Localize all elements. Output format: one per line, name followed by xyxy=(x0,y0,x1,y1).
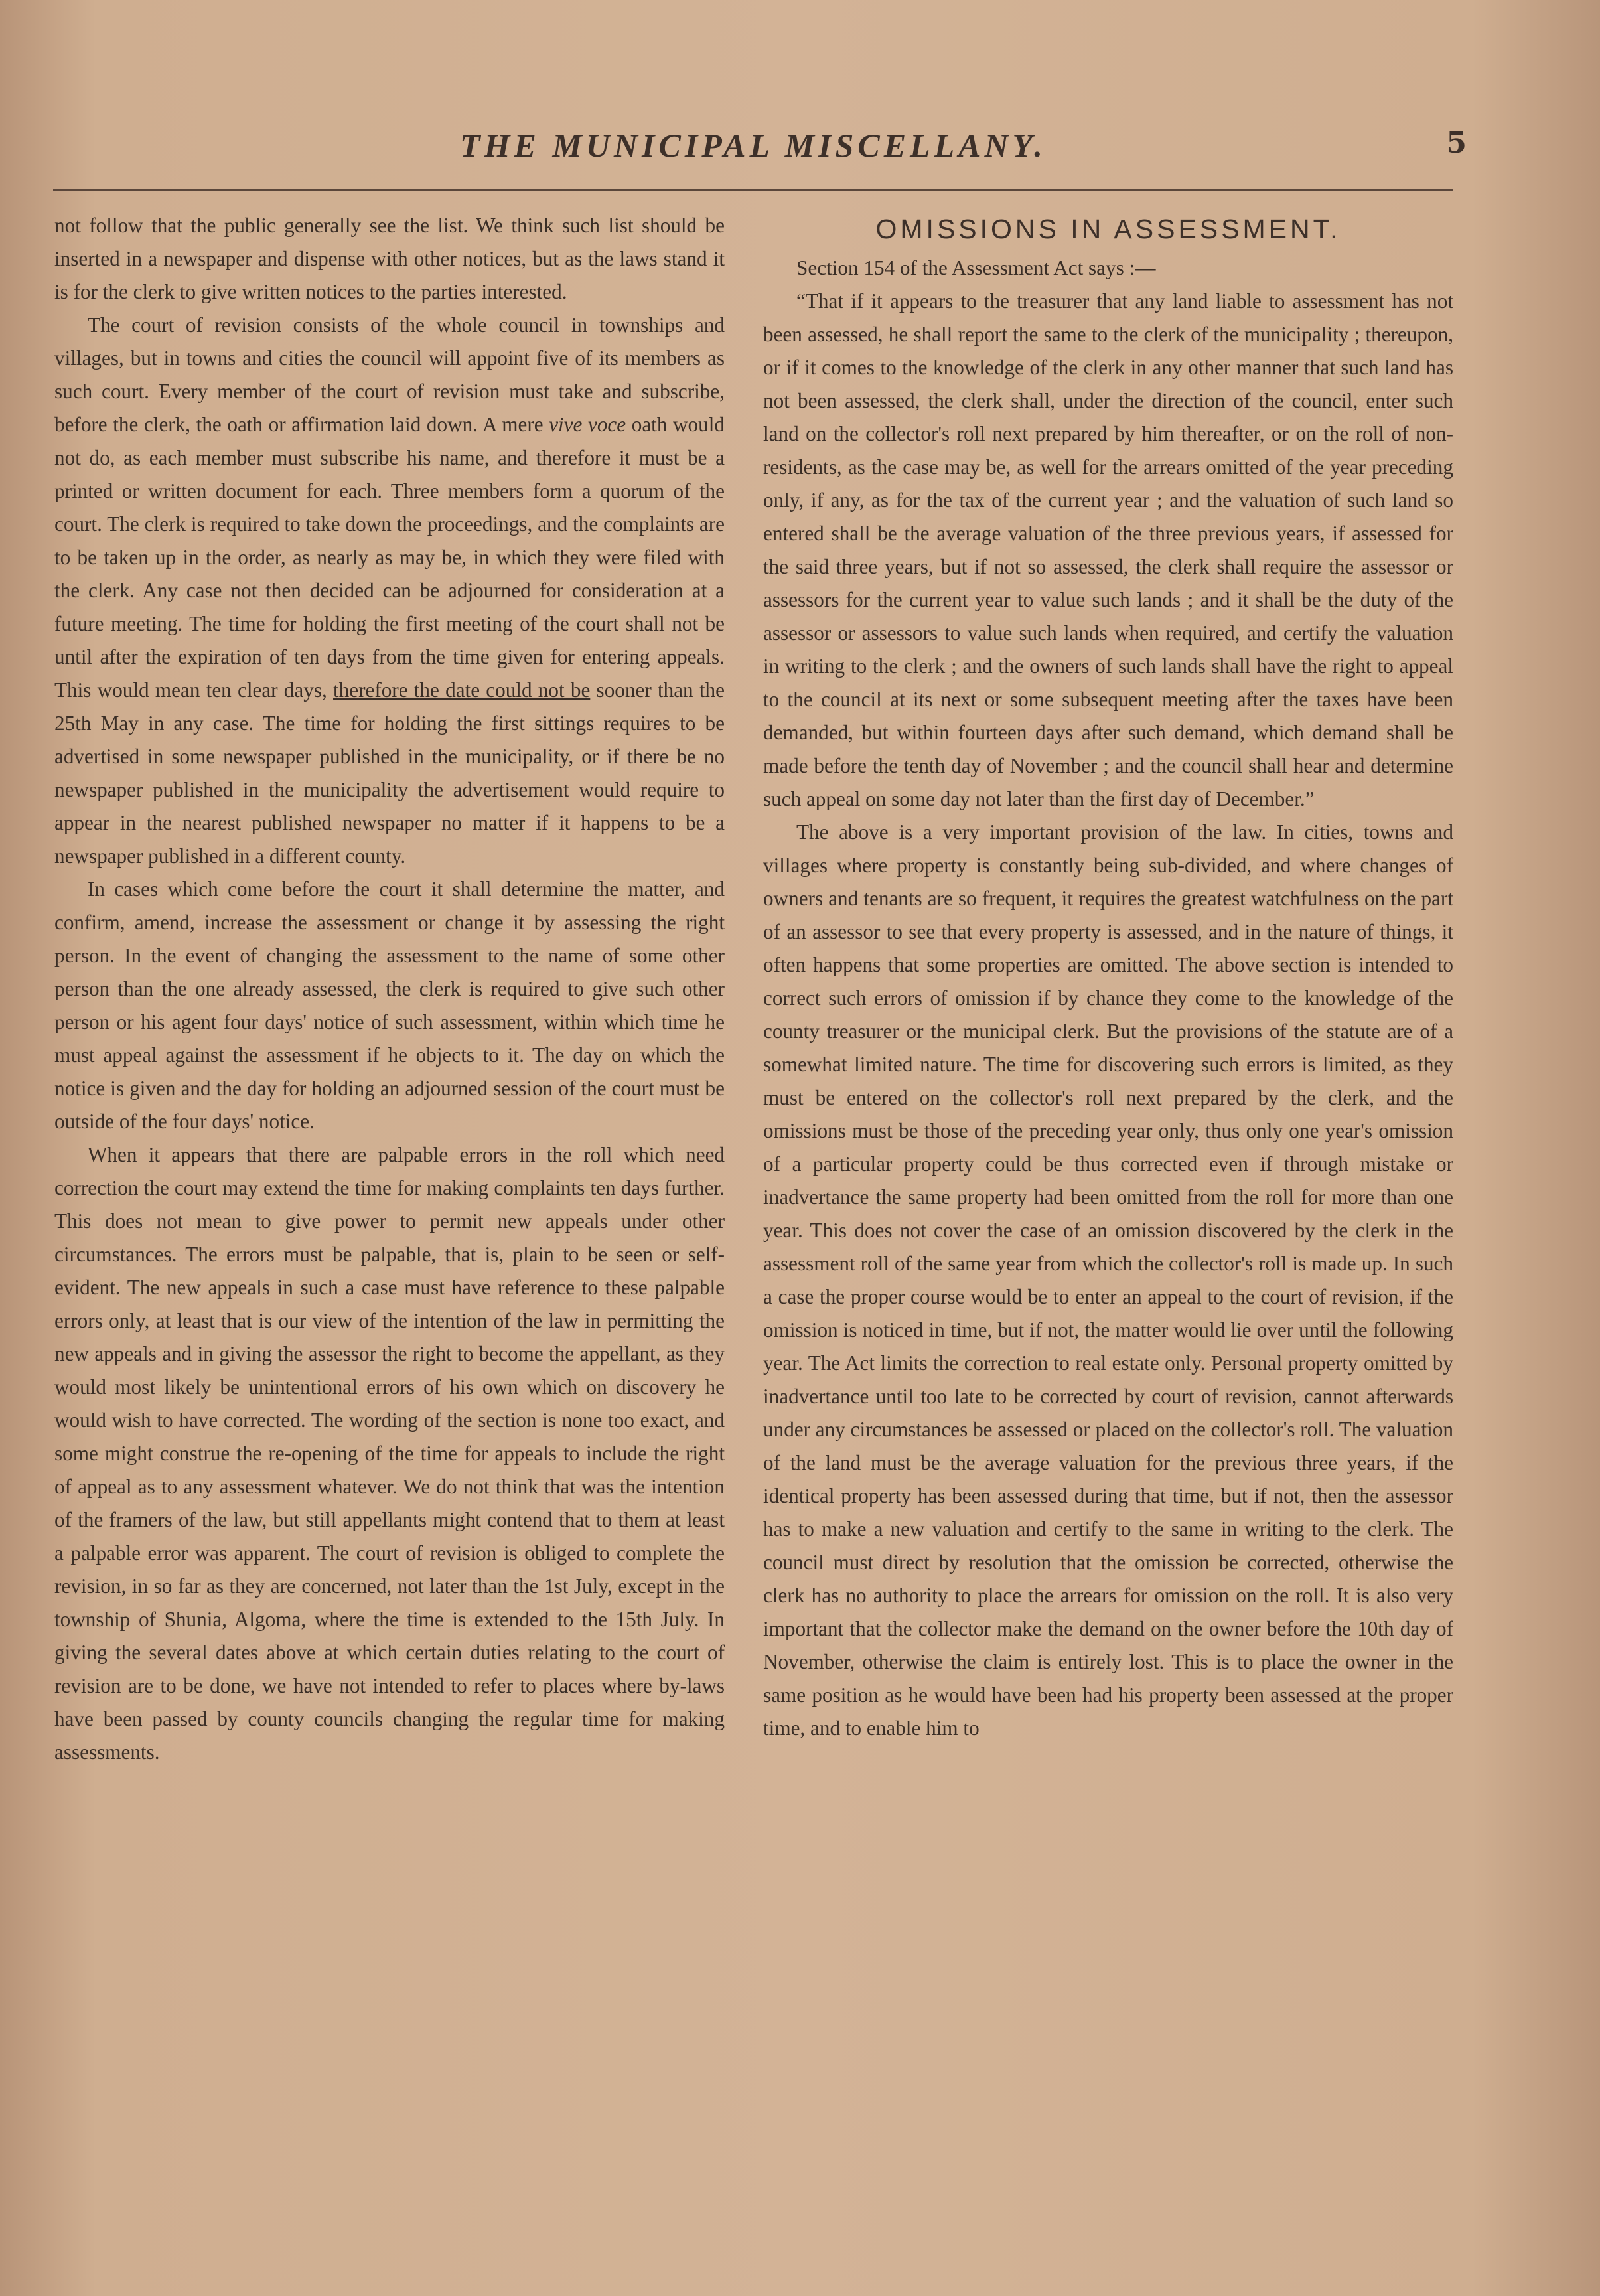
left-column xyxy=(54,209,725,1769)
paragraph-court-determines: In cases which come before the court it shall determine the matter, and confirm, amend, increase the assessment or change it by assessing the right person. In the event of changing the assessment to the name of some other person than the one already assessed, the clerk is required to give such other person or his agent four days' notice of such assessment, within which time he must appeal against the assessment if he objects to it. The day on which the notice is given and the day for holding an adjourned session of the court must be outside of the four days' notice. xyxy=(54,878,725,1133)
underlined-phrase: therefore the date could not be xyxy=(333,678,591,702)
italic-phrase: vive voce xyxy=(549,413,626,436)
paragraph-court-of-revision xyxy=(54,309,725,873)
header-rule xyxy=(53,189,1453,194)
page-header xyxy=(40,126,1467,173)
text-segment: oath would not do, as each member must subscribe his name, and therefore it must be a printed or written document for each. Three members form a quorum of the court. The clerk is required to take down the proceedings, and the complaints are to be taken up in the order, as nearly as may be, in which they were filed with the clerk. Any case not then decided can be adjourned for consideration at a future meeting. The time for holding the first meeting of the court shall not be until after the expiration of ten days from the time given for entering appeals. This would mean ten clear days, xyxy=(54,413,725,702)
statute-quote: “That if it appears to the treasurer that any land liable to assessment has not been assessed, he shall report the same to the clerk of the municipality ; thereupon, or if it comes to the knowledge of the clerk in any other manner that such land has not been assessed, the clerk shall, under the direction of the council, enter such land on the collector's roll next prepared by him thereafter, or on the roll of non-residents, as the case may be, as well for the arrears omitted of the year preceding only, if any, as for the tax of the current year ; and the valuation of such land so entered shall be the average valuation of the three previous years, if assessed for the said three years, but if not so assessed, the clerk shall require the assessor or assessors for the current year to value such lands ; and it shall be the duty of the assessor or assessors to value such lands when required, and certify the valuation in writing to the clerk ; and the owners of such lands shall have the right to appeal to the council at its next or some subsequent meeting after the taxes have been demanded, but within fourteen days after such demand, which demand shall be made before the tenth day of November ; and the council shall hear and determine such appeal on some day not later than the first day of December.” xyxy=(763,289,1453,810)
paragraph-continued: not follow that the public generally see the list. We think such list should be inserted in a newspaper and dispense with other notices, but as the laws stand it is for the clerk to give written notices to the parties interested. xyxy=(54,214,725,303)
paragraph-commentary: The above is a very important provision of the law. In cities, towns and villages where property is constantly being sub-divided, and where changes of owners and tenants are so frequent, it requires the greatest watchfulness on the part of an assessor to see that every property is assessed, and in the nature of things, it often happens that some properties are omitted. The above section is intended to correct such errors of omission if by chance they come to the knowledge of the county treasurer or the municipal clerk. But the provisions of the statute are of a somewhat limited nature. The time for discovering such errors is limited, as they must be entered on the collector's roll next prepared by the clerk, and the omissions must be those of the preceding year only, thus only one year's omission of a particular property could be thus corrected even if through mistake or inadvertance the same property had been omitted from the roll for more than one year. This does not cover the case of an omission discovered by the clerk in the assessment roll of the same year from which the collector's roll is made up. In such a case the proper course would be to enter an appeal to the court of revision, if the omission is noticed in time, but if not, the matter would lie over until the following year. The Act limits the correction to real estate only. Personal property omitted by inadvertance until too late to be corrected by court of revision, cannot afterwards under any circumstances be assessed or placed on the collector's roll. The valuation of the land must be the average valuation for the previous three years, if the identical property has been assessed during that time, but if not, then the assessor has to make a new valuation and certify to the same in writing to the clerk. The council must direct by resolution that the omission be corrected, otherwise the clerk has no authority to place the arrears for omission on the roll. It is also very important that the collector make the demand on the owner before the 10th day of November, otherwise the claim is entirely lost. This is to place the owner in the same position as he would have been had his property been assessed at the proper time, and to enable him to xyxy=(763,820,1453,1740)
running-title: THE MUNICIPAL MISCELLANY. xyxy=(460,127,1047,164)
right-column xyxy=(763,209,1453,1745)
page-number: 5 xyxy=(1446,126,1467,160)
paragraph-palpable-errors: When it appears that there are palpable errors in the roll which need correction the court may extend the time for making complaints ten days further. This does not mean to give power to permit new appeals under other circumstances. The errors must be palpable, that is, plain to be seen or self-evident. The new appeals in such a case must have reference to these palpable errors only, at least that is our view of the intention of the law in permitting the new appeals and in giving the assessor the right to become the appellant, as they would most likely be unintentional errors of his own which on discovery he would wish to have corrected. The wording of the section is none too exact, and some might construe the re-opening of the time for appeals to include the right of appeal as to any assessment whatever. We do not think that was the intention of the framers of the law, but still appellants might contend that to them at least a palpable error was apparent. The court of revision is obliged to complete the revision, in so far as they are concerned, not later than the 1st July, except in the township of Shunia, Algoma, where the time is extended to the 15th July. In giving the several dates above at which certain duties relating to the court of revision are to be done, we have not intended to refer to places where by-laws have been passed by county councils changing the regular time for making assessments. xyxy=(54,1143,725,1764)
text-segment: The court of revision consists of the whole council in townships and villages, but in towns and cities the council will appoint five of its members as such court. Every member of the court of revision must take and subscribe, before the clerk, the oath or affirmation laid down. A mere xyxy=(54,313,725,436)
section-intro: Section 154 of the Assessment Act says :— xyxy=(796,256,1156,279)
text-segment: sooner than the 25th May in any case. The time for holding the first sittings requires to be advertised in some newspaper published in the municipality, or if there be no newspaper published in the municipality the advertisement would require to appear in the nearest published newspaper no matter if it happens to be a newspaper published in a different county. xyxy=(54,678,725,868)
section-heading: OMISSIONS IN ASSESSMENT. xyxy=(875,214,1341,244)
